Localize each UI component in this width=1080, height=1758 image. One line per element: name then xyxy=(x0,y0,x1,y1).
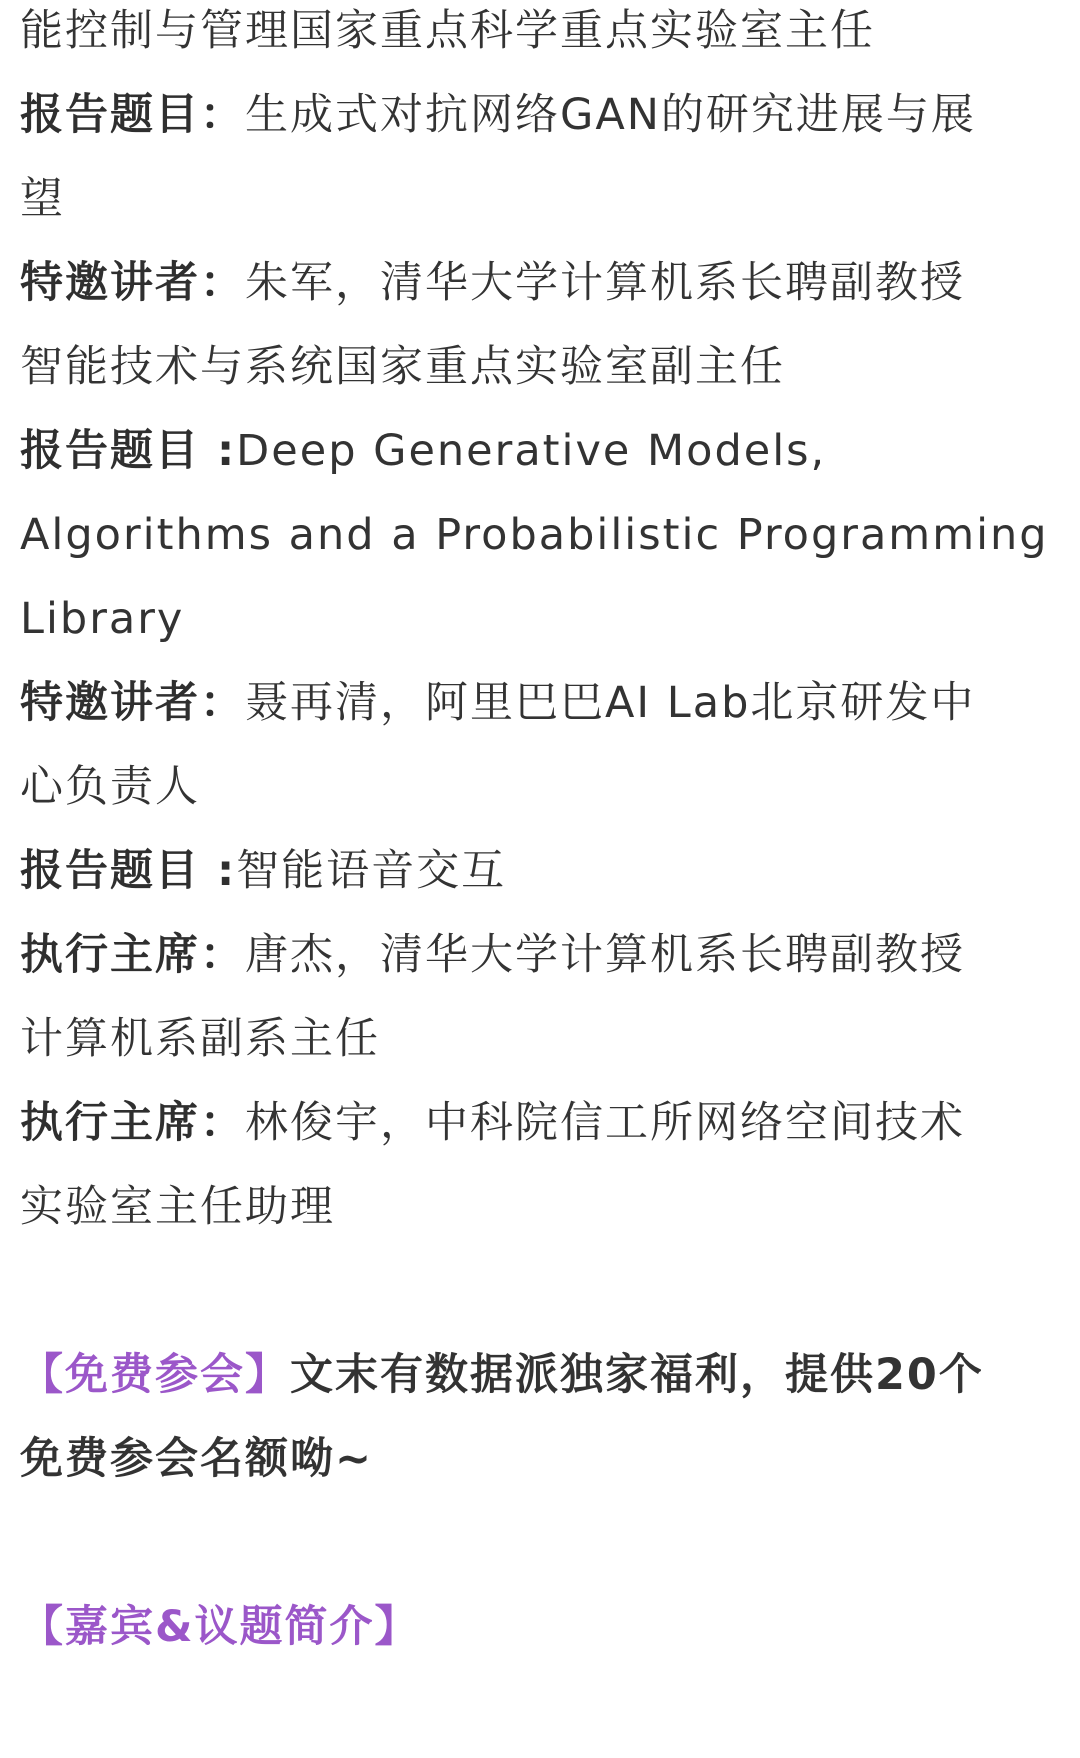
chair2-line1 xyxy=(20,1081,1065,1165)
talk2-title-text: Deep Generative Models, xyxy=(236,426,827,476)
chair2-bio-cont: 实验室主任助理 xyxy=(20,1182,335,1232)
speaker3-bio: 聂再清，阿里巴巴AI Lab北京研发中 xyxy=(245,678,976,728)
chair1-label: 执行主席： xyxy=(20,930,245,980)
chair1-bio: 唐杰，清华大学计算机系长聘副教授 xyxy=(245,930,965,980)
promo-line2 xyxy=(20,1417,1065,1501)
promo-tag: 【免费参会】 xyxy=(20,1350,290,1400)
talk1-title-line2 xyxy=(20,157,1065,241)
chair2-line2 xyxy=(20,1165,1065,1249)
chair2-label: 执行主席： xyxy=(20,1098,245,1148)
speaker2-bio-cont: 智能技术与系统国家重点实验室副主任 xyxy=(20,342,785,392)
talk3-title-label: 报告题目 : xyxy=(20,846,237,896)
promo-line1 xyxy=(20,1333,1065,1417)
talk2-title-line3 xyxy=(20,577,1065,661)
talk2-title-text-end: Library xyxy=(20,594,185,644)
speaker3-line1 xyxy=(20,661,1065,745)
speaker2-bio: 朱军，清华大学计算机系长聘副教授 xyxy=(245,258,965,308)
speaker3-label: 特邀讲者： xyxy=(20,678,245,728)
section-heading: 【嘉宾&议题简介】 xyxy=(20,1602,420,1652)
talk2-title-line2 xyxy=(20,493,1065,577)
article-body xyxy=(20,0,1065,1669)
section-heading-line xyxy=(20,1585,1065,1669)
promo-text-cont: 免费参会名额呦~ xyxy=(20,1434,374,1484)
talk1-title-line1 xyxy=(20,73,1065,157)
chair1-bio-cont: 计算机系副系主任 xyxy=(20,1014,380,1064)
speaker2-line2 xyxy=(20,325,1065,409)
spacer xyxy=(20,1501,1065,1585)
speaker2-line1 xyxy=(20,241,1065,325)
intro-text: 能控制与管理国家重点科学重点实验室主任 xyxy=(20,6,875,56)
speaker2-label: 特邀讲者： xyxy=(20,258,245,308)
speaker3-line2 xyxy=(20,745,1065,829)
talk1-title-text-cont: 望 xyxy=(20,174,65,224)
talk2-title-line1 xyxy=(20,409,1065,493)
speaker3-bio-cont: 心负责人 xyxy=(20,762,200,812)
chair1-line1 xyxy=(20,913,1065,997)
talk1-title-label: 报告题目： xyxy=(20,90,245,140)
intro-line xyxy=(20,0,1065,73)
chair2-bio: 林俊宇，中科院信工所网络空间技术 xyxy=(245,1098,965,1148)
spacer xyxy=(20,1249,1065,1333)
talk2-title-label: 报告题目 : xyxy=(20,426,237,476)
chair1-line2 xyxy=(20,997,1065,1081)
talk1-title-text: 生成式对抗网络GAN的研究进展与展 xyxy=(245,90,976,140)
talk3-title-text: 智能语音交互 xyxy=(236,846,507,896)
talk2-title-text-cont: Algorithms and a Probabilistic Programming xyxy=(20,510,1049,560)
talk3-title-line xyxy=(20,829,1065,913)
promo-text: 文末有数据派独家福利，提供20个 xyxy=(290,1350,984,1400)
